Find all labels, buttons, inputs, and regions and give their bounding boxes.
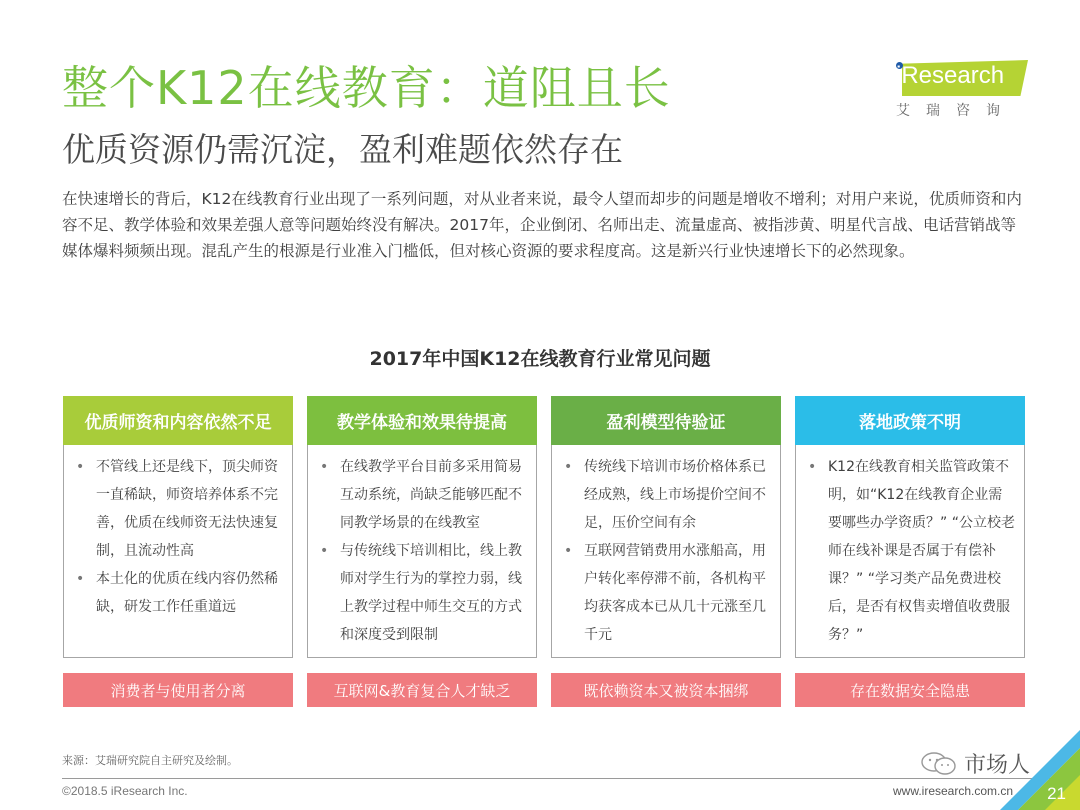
problem-card-teachers — [63, 396, 293, 658]
wechat-label: 市场人 — [964, 753, 1031, 778]
logo-cn-text: 艾瑞咨询 — [896, 103, 1016, 119]
issue-pill: 消费者与使用者分离 — [63, 673, 293, 707]
section-title: 2017年中国K12在线教育行业常见问题 — [369, 348, 711, 370]
footer-divider — [62, 778, 1062, 779]
issue-pill: 互联网&教育复合人才缺乏 — [307, 673, 537, 707]
problem-card-policy — [795, 396, 1025, 658]
problem-card-profit — [551, 396, 781, 658]
page-title: 整个K12在线教育：道阻且长 — [62, 61, 671, 115]
bullet-icon: • — [320, 543, 329, 559]
card-bullet: • 在线教学平台目前多采用简易互动系统，尚缺乏能够匹配不同教学场景的在线教室 — [318, 453, 528, 537]
card-bullet: • 传统线下培训市场价格体系已经成熟，线上市场提价空间不足，压价空间有余 — [562, 453, 772, 537]
source-note: 来源：艾瑞研究院自主研究及绘制。 — [62, 754, 238, 767]
bullet-icon: • — [808, 459, 817, 475]
website-link: www.iresearch.com.cn — [893, 784, 1014, 798]
copyright: ©2018.5 iResearch Inc. — [62, 784, 188, 798]
bullet-icon: • — [564, 459, 573, 475]
wechat-icon — [920, 751, 958, 777]
card-bullet: • 与传统线下培训相比，线上教师对学生行为的掌控力弱，线上教学过程中师生交互的方式和深度受到限制 — [318, 537, 528, 649]
bullet-icon: • — [76, 571, 85, 587]
card-bullet: • 不管线上还是线下，顶尖师资一直稀缺，师资培养体系不完善，优质在线师资无法快速复制，且流动性高 — [74, 453, 284, 565]
page-number: 21 — [1047, 784, 1066, 803]
card-header: 教学体验和效果待提高 — [307, 396, 537, 445]
logo-brand-text: iResearch — [896, 62, 1005, 89]
page-subtitle: 优质资源仍需沉淀，盈利难题依然存在 — [62, 130, 623, 169]
card-header: 优质师资和内容依然不足 — [63, 396, 293, 445]
card-bullet: • 互联网营销费用水涨船高，用户转化率停滞不前，各机构平均获客成本已从几十元涨至几千元 — [562, 537, 772, 649]
intro-paragraph: 在快速增长的背后，K12在线教育行业出现了一系列问题，对从业者来说，最令人望而却步的问题是增收不增利；对用户来说，优质师资和内容不足、教学体验和效果差强人意等问题始终没有解决。2017年，企业倒闭、名师出走、流量虚高、被指涉黄、明星代言战、电话营销战等媒体爆料频频出现。混乱产生的根源是行业准入门槛低，但对核心资源的要求程度高。这是新兴行业快速增长下的必然现象。 — [62, 190, 1022, 260]
card-header: 落地政策不明 — [795, 396, 1025, 445]
issue-pill: 既依赖资本又被资本捆绑 — [551, 673, 781, 707]
corner-decoration — [1000, 730, 1080, 810]
iresearch-logo — [890, 58, 1030, 122]
bullet-icon: • — [320, 459, 329, 475]
problem-card-experience — [307, 396, 537, 658]
bullet-icon: • — [564, 543, 573, 559]
card-bullet: • 本土化的优质在线内容仍然稀缺，研发工作任重道远 — [74, 565, 284, 621]
bullet-icon: • — [76, 459, 85, 475]
issue-pill: 存在数据安全隐患 — [795, 673, 1025, 707]
card-bullet: • K12在线教育相关监管政策不明，如“K12在线教育企业需要哪些办学资质？” “公立校老师在线补课是否属于有偿补课？” “学习类产品免费进校后，是否有权售卖增值收费服务？” — [806, 453, 1016, 649]
card-header: 盈利模型待验证 — [551, 396, 781, 445]
